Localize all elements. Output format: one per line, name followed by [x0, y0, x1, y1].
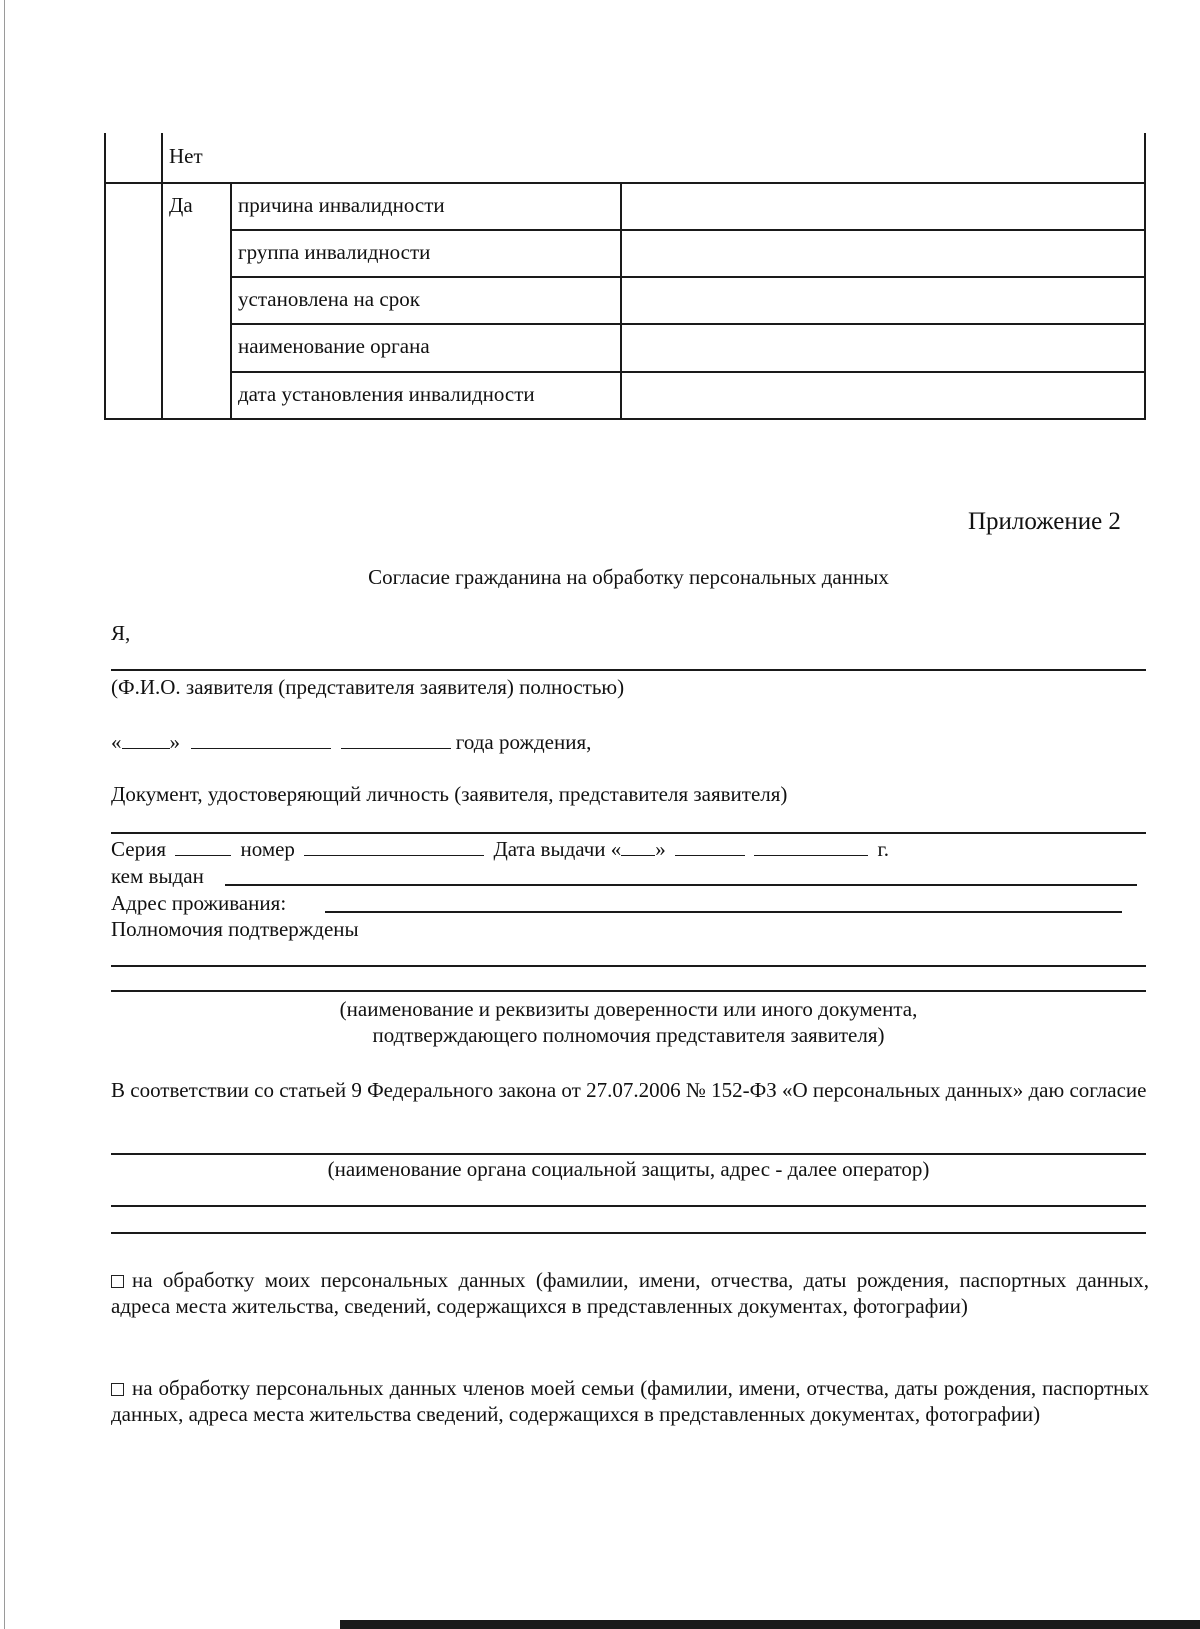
operator-caption: (наименование органа социальной защиты, адрес - далее оператор) [327, 1157, 930, 1181]
consent-checkbox[interactable] [111, 1275, 124, 1288]
authority-caption-1: (наименование и реквизиты доверенности или иного документа, [339, 997, 918, 1021]
issue-date-label: Дата выдачи « [493, 837, 622, 861]
birth-year-blank [341, 728, 451, 749]
address-line [325, 911, 1122, 913]
table-field-label: дата установления инвалидности [238, 382, 535, 406]
year-suffix: г. [877, 837, 890, 861]
table-field-label: причина инвалидности [238, 193, 445, 217]
quote-open: « [111, 730, 122, 754]
address-label: Адрес проживания: [111, 891, 287, 915]
scan-bottom-edge [340, 1620, 1200, 1629]
authority-caption-2: подтверждающего полномочия представителя заявителя) [372, 1023, 885, 1047]
issued-by-label: кем выдан [111, 864, 204, 888]
appendix-label: Приложение 2 [968, 508, 1121, 535]
issued-by-line [225, 884, 1137, 886]
fio-caption: (Ф.И.О. заявителя (представителя заявителя) полностью) [111, 675, 625, 699]
passport-series-line [111, 835, 889, 862]
table-field-label: установлена на срок [238, 287, 420, 311]
consent-option-text: на обработку моих персональных данных (фамилии, имени, отчества, даты рождения, паспортных данных, адреса места жительства, сведений, содержащихся в представленных документах, фотографии) [111, 1268, 1149, 1318]
birth-label: года рождения, [455, 730, 592, 754]
series-blank [175, 835, 231, 856]
table-cell-yes: Да [169, 193, 193, 217]
birth-date-line [111, 728, 591, 755]
table-field-label: наименование органа [238, 334, 430, 358]
consent-option-own-data [111, 1267, 1149, 1319]
fio-line [111, 669, 1146, 671]
number-label: номер [240, 837, 295, 861]
consent-title: Согласие гражданина на обработку персональных данных [368, 565, 889, 589]
i-label: Я, [111, 621, 131, 645]
series-label: Серия [111, 837, 166, 861]
authority-line-1 [111, 965, 1146, 967]
table-field-label: группа инвалидности [238, 240, 431, 264]
scan-edge [4, 0, 5, 1629]
quote-close: » [655, 837, 666, 861]
operator-line-3 [111, 1232, 1146, 1234]
id-document-label: Документ, удостоверяющий личность (заявителя, представителя заявителя) [111, 782, 788, 806]
number-blank [304, 835, 484, 856]
quote-close: » [169, 730, 180, 754]
operator-line-1 [111, 1153, 1146, 1155]
birth-month-blank [191, 728, 331, 749]
issue-year-blank [754, 835, 868, 856]
consent-checkbox[interactable] [111, 1383, 124, 1396]
id-document-line [111, 832, 1146, 834]
consent-option-family-data [111, 1375, 1149, 1427]
birth-day-blank [122, 728, 170, 749]
authority-label: Полномочия подтверждены [111, 917, 359, 941]
operator-line-2 [111, 1205, 1146, 1207]
table-cell-no: Нет [169, 144, 203, 168]
issue-day-blank [621, 835, 655, 856]
law-paragraph: В соответствии со статьей 9 Федерального закона от 27.07.2006 № 152-ФЗ «О персональных данных» даю согласие [111, 1078, 1147, 1102]
authority-line-2 [111, 990, 1146, 992]
issue-month-blank [675, 835, 745, 856]
consent-option-text: на обработку персональных данных членов моей семьи (фамилии, имени, отчества, даты рождения, паспортных данных, адреса места жительства сведений, содержащихся в представленных документах, фотографии) [111, 1376, 1149, 1426]
